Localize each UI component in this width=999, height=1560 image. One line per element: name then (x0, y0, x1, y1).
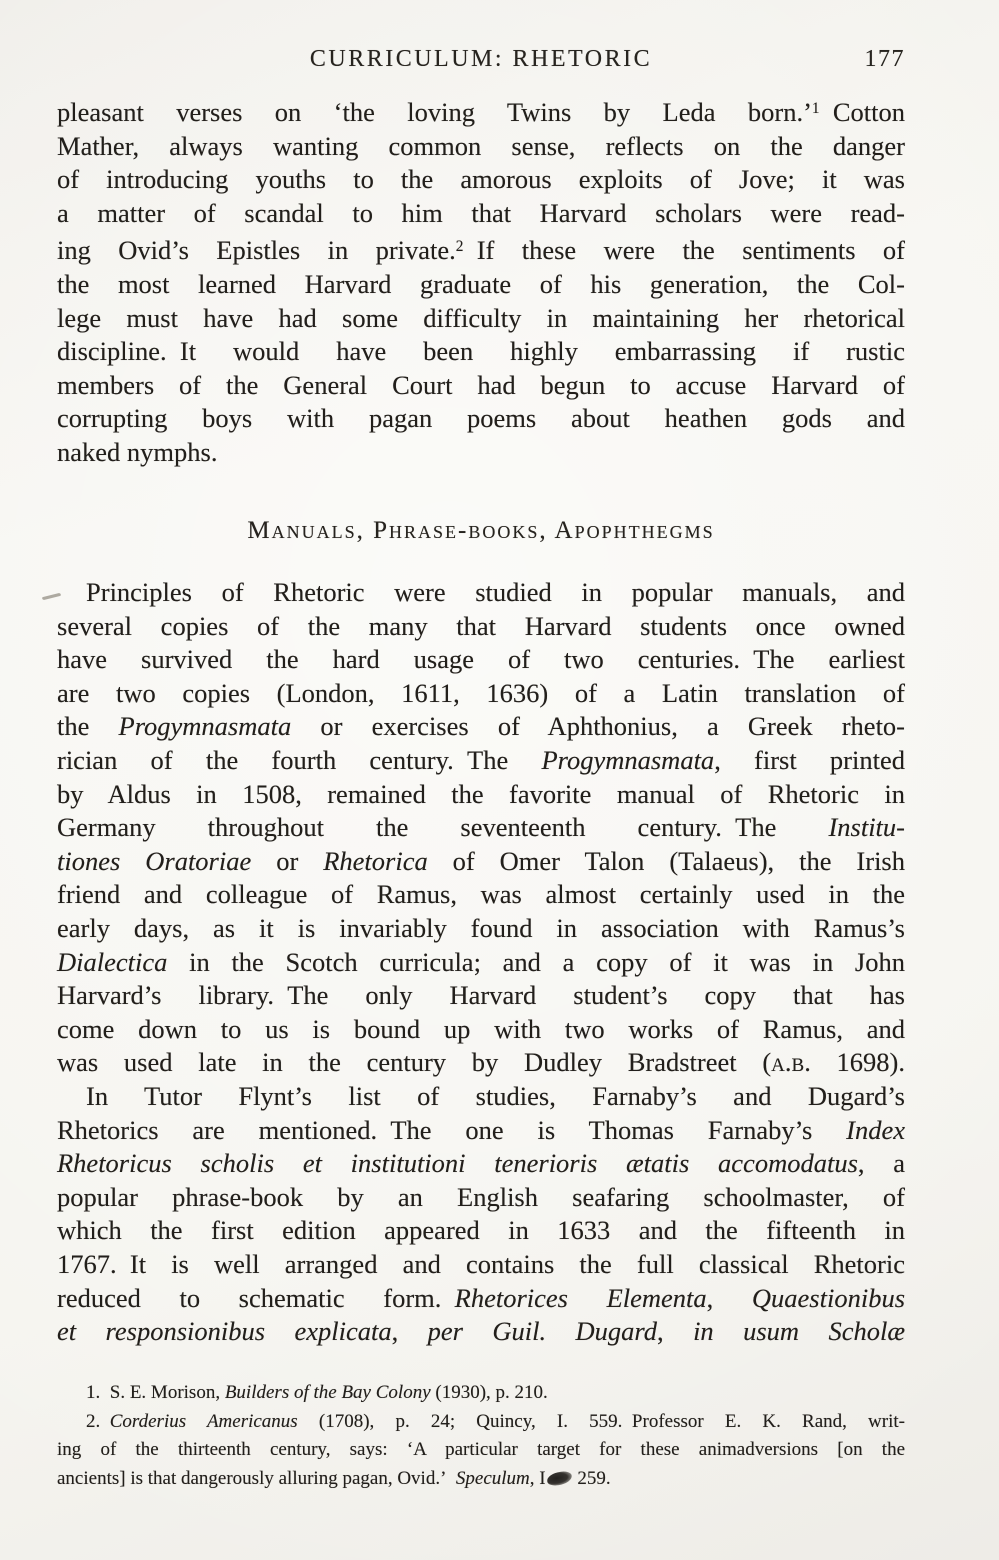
text-run: 1698). (810, 1047, 905, 1078)
text-run: If these were the sentiments of (463, 235, 905, 266)
text-run-smallcaps: a.b. (771, 1047, 811, 1078)
paragraph-flynt-list (57, 1080, 905, 1349)
text-run: 259. (572, 1468, 611, 1490)
text-line (57, 1315, 905, 1349)
ink-smudge (546, 1470, 573, 1486)
text-run: Cotton (819, 96, 905, 127)
text-run: Principles of Rhetoric were studied in popular manuals, and (86, 577, 905, 607)
text-run: pleasant verses on ‘the loving Twins by Leda born.’ (57, 96, 812, 127)
text-run: of Omer Talon (Talaeus), the Irish (427, 845, 905, 876)
text-line (57, 1379, 905, 1408)
text-run: 1. S. E. Morison, (86, 1382, 225, 1403)
text-line (57, 369, 905, 403)
text-line (57, 979, 905, 1013)
text-line (57, 436, 905, 470)
text-run: (1708), p. 24; Quincy, I. 559. Professor E. K. Rand, writ- (297, 1410, 905, 1432)
text-line (57, 576, 905, 610)
text-line (57, 1046, 905, 1080)
text-run: have survived the hard usage of two centuries. The earliest (57, 644, 905, 675)
text-run: Mather, always wanting common sense, reflects on the danger (57, 130, 905, 161)
text-line (57, 710, 905, 744)
text-run: ing Ovid’s Epistles in private. (57, 235, 456, 266)
text-run-italic: Rhetorica (323, 845, 428, 876)
text-line (57, 402, 905, 436)
text-line (57, 1114, 905, 1148)
text-run: naked nymphs. (57, 436, 218, 467)
text-line (57, 778, 905, 812)
text-line (57, 946, 905, 980)
text-run: 2. (86, 1410, 110, 1432)
paragraph-opening (57, 92, 905, 470)
text-line (57, 197, 905, 231)
paragraph-manuals (57, 576, 905, 1080)
text-run-italic: Corderius Americanus (109, 1410, 298, 1432)
text-run-italic: Rhetorices Elementa (454, 1282, 707, 1313)
text-line (57, 610, 905, 644)
text-line (57, 845, 905, 879)
text-run: (1930), p. 210. (430, 1382, 548, 1403)
footnotes (57, 1379, 905, 1494)
text-run: several copies of the many that Harvard students once owned (57, 610, 905, 641)
text-run: by Aldus in 1508, remained the favorite manual of Rhetoric in (57, 778, 905, 809)
text-run: , (391, 1316, 428, 1347)
text-run: of introducing youths to the amorous exploits of Jove; it was (57, 164, 905, 195)
text-run: , first printed (714, 744, 905, 775)
text-line (57, 1147, 905, 1181)
text-run: reduced to schematic form. (57, 1282, 455, 1313)
text-run: ing of the thirteenth century, says: ‘A particular target for these animadversions [on the (57, 1439, 905, 1461)
text-run: Rhetorics are mentioned. The one is Thomas Farnaby’s (57, 1114, 847, 1145)
running-header (57, 46, 905, 82)
text-run: , a (857, 1148, 905, 1179)
text-line (57, 1080, 905, 1114)
text-run-italic: Progymnasmata (118, 711, 292, 742)
text-line (57, 1436, 905, 1465)
text-run-italic: Quaestionibus (751, 1282, 906, 1313)
text-run-italic: Dialectica (57, 946, 168, 977)
text-run: , I (529, 1468, 546, 1490)
text-line (57, 1248, 905, 1282)
text-run: Germany throughout the seventeenth century. The (57, 812, 829, 843)
text-run: members of the General Court had begun to accuse Harvard of (57, 369, 905, 400)
text-run-italic: Rhetoricus scholis et institutioni tenerioris ætatis accomodatus (57, 1148, 858, 1179)
text-line (57, 1013, 905, 1047)
text-run: In Tutor Flynt’s list of studies, Farnaby’s and Dugard’s (86, 1081, 905, 1111)
text-run: , (657, 1316, 694, 1347)
text-run: or (251, 845, 324, 876)
text-run-italic: per Guil. Dugard (427, 1316, 658, 1347)
text-line (57, 643, 905, 677)
text-run: are two copies (London, 1611, 1636) of a Latin translation of (57, 677, 905, 708)
text-run: ancients] is that dangerously alluring pagan, Ovid.’ (57, 1468, 456, 1490)
text-run: corrupting boys with pagan poems about heathen gods and (57, 403, 905, 434)
text-run: discipline. It would have been highly embarrassing if rustic (57, 336, 905, 367)
text-line (57, 163, 905, 197)
text-line (57, 1282, 905, 1316)
page-number: 177 (864, 46, 905, 72)
text-run: popular phrase-book by an English seafaring schoolmaster, of (57, 1181, 905, 1212)
text-run-italic: Speculum (455, 1468, 530, 1490)
text-run: the most learned Harvard graduate of his generation, the Col- (57, 268, 905, 299)
text-run-italic: Index (846, 1114, 905, 1145)
text-line (57, 878, 905, 912)
text-run-italic: Progymnasmata (541, 744, 715, 775)
text-line (57, 302, 905, 336)
text-run: or exercises of Aphthonius, a Greek rheto- (291, 711, 906, 742)
text-run-italic: tiones Oratoriae (57, 845, 252, 876)
text-run: a matter of scandal to him that Harvard scholars were read- (57, 197, 905, 228)
text-run-italic: Builders of the Bay Colony (224, 1382, 431, 1403)
text-line (57, 1181, 905, 1215)
text-run: was used late in the century by Dudley Bradstreet ( (57, 1047, 772, 1078)
text-run-sup: 1 (811, 100, 820, 117)
text-run-italic: et responsionibus explicata (57, 1316, 392, 1347)
text-line (57, 1465, 905, 1494)
text-run: the (57, 711, 119, 742)
text-run: lege must have had some difficulty in maintaining her rhetorical (57, 302, 905, 333)
text-line (57, 130, 905, 164)
text-line (57, 677, 905, 711)
text-line (57, 811, 905, 845)
text-line (57, 335, 905, 369)
text-line (57, 92, 905, 130)
text-run: Harvard’s library. The only Harvard student’s copy that has (57, 980, 905, 1011)
text-line (57, 268, 905, 302)
text-run: rician of the fourth century. The (57, 744, 542, 775)
text-run-italic: in usum Scholæ (693, 1316, 906, 1347)
text-run: 1767. It is well arranged and contains the full classical Rhetoric (57, 1248, 905, 1279)
page-title: CURRICULUM: RHETORIC (309, 46, 653, 72)
text-run: , (706, 1282, 752, 1313)
text-run-italic: Institu- (828, 812, 905, 843)
text-run: in the Scotch curricula; and a copy of it was in John (167, 946, 905, 977)
text-line (57, 744, 905, 778)
text-run: come down to us is bound up with two works of Ramus, and (57, 1013, 905, 1044)
text-run: friend and colleague of Ramus, was almost certainly used in the (57, 879, 905, 910)
text-line (57, 1214, 905, 1248)
text-line (57, 230, 905, 268)
section-heading: Manuals, Phrase-books, Apophthegms (247, 517, 715, 544)
text-run-sup: 2 (455, 238, 464, 256)
text-line (57, 1408, 905, 1437)
text-run: which the first edition appeared in 1633 and the fifteenth in (57, 1215, 905, 1246)
text-line (57, 912, 905, 946)
text-run: early days, as it is invariably found in association with Ramus’s (57, 912, 905, 943)
